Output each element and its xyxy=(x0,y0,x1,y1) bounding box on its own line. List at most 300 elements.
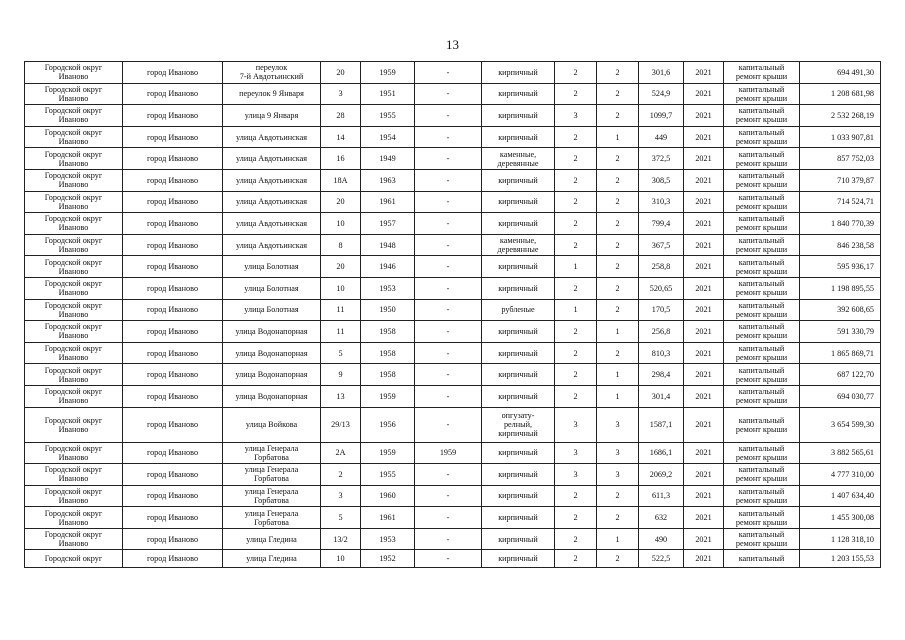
cell-year-reconstruction: - xyxy=(415,234,482,256)
cell-area: 256,8 xyxy=(639,321,684,343)
cell-repair-year: 2021 xyxy=(684,550,724,568)
cell-wall-material: каменные, деревянные xyxy=(482,148,555,170)
cell-house-number: 16 xyxy=(321,148,361,170)
cell-work-type: капитальный ремонт крыши xyxy=(724,464,800,486)
cell-entrances: 3 xyxy=(597,407,639,442)
cell-area: 298,4 xyxy=(639,364,684,386)
cell-year-reconstruction: - xyxy=(415,342,482,364)
cell-municipality: Городской округ Иваново xyxy=(25,191,123,213)
cell-year-built: 1953 xyxy=(361,277,415,299)
cell-street: улица Генерала Горбатова xyxy=(223,442,321,464)
table-row xyxy=(25,321,881,343)
table-row xyxy=(25,191,881,213)
cell-settlement: город Иваново xyxy=(123,213,223,235)
cell-house-number: 13/2 xyxy=(321,528,361,550)
cell-wall-material: каменные, деревянные xyxy=(482,234,555,256)
cell-entrances: 2 xyxy=(597,191,639,213)
cell-year-built: 1956 xyxy=(361,407,415,442)
cell-municipality: Городской округ Иваново xyxy=(25,126,123,148)
table-row xyxy=(25,169,881,191)
cell-settlement: город Иваново xyxy=(123,234,223,256)
cell-year-reconstruction: - xyxy=(415,62,482,84)
cell-year-reconstruction: - xyxy=(415,277,482,299)
cell-wall-material: кирпичный xyxy=(482,169,555,191)
cell-work-type: капитальный ремонт крыши xyxy=(724,126,800,148)
cell-settlement: город Иваново xyxy=(123,321,223,343)
cell-year-reconstruction: - xyxy=(415,385,482,407)
table-row xyxy=(25,407,881,442)
cell-repair-year: 2021 xyxy=(684,364,724,386)
cell-municipality: Городской округ Иваново xyxy=(25,148,123,170)
cell-municipality: Городской округ Иваново xyxy=(25,507,123,529)
cell-entrances: 1 xyxy=(597,528,639,550)
cell-year-reconstruction: - xyxy=(415,299,482,321)
cell-municipality: Городской округ Иваново xyxy=(25,485,123,507)
cell-year-built: 1954 xyxy=(361,126,415,148)
cell-street: улица Гледина xyxy=(223,550,321,568)
cell-wall-material: кирпичный xyxy=(482,442,555,464)
cell-settlement: город Иваново xyxy=(123,485,223,507)
cell-wall-material: кирпичный xyxy=(482,105,555,127)
cell-repair-year: 2021 xyxy=(684,442,724,464)
cell-entrances: 2 xyxy=(597,105,639,127)
cell-house-number: 20 xyxy=(321,62,361,84)
cell-year-built: 1960 xyxy=(361,485,415,507)
cell-cost: 595 936,17 xyxy=(800,256,881,278)
cell-street: улица Войкова xyxy=(223,407,321,442)
cell-cost: 1 198 895,55 xyxy=(800,277,881,299)
cell-repair-year: 2021 xyxy=(684,385,724,407)
cell-wall-material: опгузату- релный, кирпичный xyxy=(482,407,555,442)
cell-year-reconstruction: - xyxy=(415,507,482,529)
cell-cost: 710 379,87 xyxy=(800,169,881,191)
cell-street: улица Водонапорная xyxy=(223,342,321,364)
cell-year-reconstruction: - xyxy=(415,213,482,235)
cell-street: улица Авдотьинская xyxy=(223,234,321,256)
cell-floors: 1 xyxy=(555,299,597,321)
cell-settlement: город Иваново xyxy=(123,464,223,486)
cell-cost: 1 865 869,71 xyxy=(800,342,881,364)
cell-work-type: капитальный ремонт крыши xyxy=(724,528,800,550)
housing-repair-table xyxy=(24,61,881,568)
cell-repair-year: 2021 xyxy=(684,191,724,213)
cell-area: 367,5 xyxy=(639,234,684,256)
cell-year-built: 1958 xyxy=(361,321,415,343)
table-row xyxy=(25,342,881,364)
cell-cost: 3 882 565,61 xyxy=(800,442,881,464)
cell-year-reconstruction: - xyxy=(415,550,482,568)
cell-municipality: Городской округ Иваново xyxy=(25,83,123,105)
cell-repair-year: 2021 xyxy=(684,507,724,529)
cell-floors: 2 xyxy=(555,83,597,105)
cell-cost: 4 777 310,00 xyxy=(800,464,881,486)
cell-year-reconstruction: - xyxy=(415,364,482,386)
table-body xyxy=(25,62,881,568)
cell-municipality: Городской округ Иваново xyxy=(25,256,123,278)
cell-area: 301,6 xyxy=(639,62,684,84)
cell-street: улица Генерала Горбатова xyxy=(223,507,321,529)
cell-entrances: 3 xyxy=(597,464,639,486)
table-row xyxy=(25,385,881,407)
cell-floors: 2 xyxy=(555,550,597,568)
table-row xyxy=(25,442,881,464)
cell-year-reconstruction: - xyxy=(415,169,482,191)
cell-cost: 591 330,79 xyxy=(800,321,881,343)
table-row xyxy=(25,277,881,299)
cell-year-built: 1957 xyxy=(361,213,415,235)
cell-year-reconstruction: - xyxy=(415,148,482,170)
cell-area: 1099,7 xyxy=(639,105,684,127)
cell-year-built: 1948 xyxy=(361,234,415,256)
cell-house-number: 10 xyxy=(321,277,361,299)
cell-floors: 2 xyxy=(555,364,597,386)
cell-area: 170,5 xyxy=(639,299,684,321)
cell-settlement: город Иваново xyxy=(123,105,223,127)
cell-wall-material: кирпичный xyxy=(482,191,555,213)
cell-work-type: капитальный ремонт крыши xyxy=(724,191,800,213)
cell-work-type: капитальный ремонт крыши xyxy=(724,485,800,507)
cell-entrances: 3 xyxy=(597,442,639,464)
cell-year-reconstruction: - xyxy=(415,83,482,105)
table-row xyxy=(25,256,881,278)
cell-street: улица Болотная xyxy=(223,277,321,299)
cell-area: 372,5 xyxy=(639,148,684,170)
cell-cost: 1 455 300,08 xyxy=(800,507,881,529)
cell-repair-year: 2021 xyxy=(684,126,724,148)
cell-wall-material: кирпичный xyxy=(482,485,555,507)
cell-year-built: 1961 xyxy=(361,191,415,213)
cell-year-reconstruction: - xyxy=(415,528,482,550)
cell-work-type: капитальный ремонт крыши xyxy=(724,507,800,529)
cell-area: 520,65 xyxy=(639,277,684,299)
cell-work-type: капитальный ремонт крыши xyxy=(724,169,800,191)
cell-work-type: капитальный ремонт крыши xyxy=(724,234,800,256)
cell-year-built: 1959 xyxy=(361,385,415,407)
cell-house-number: 18А xyxy=(321,169,361,191)
cell-floors: 2 xyxy=(555,191,597,213)
cell-municipality: Городской округ Иваново xyxy=(25,169,123,191)
cell-settlement: город Иваново xyxy=(123,83,223,105)
cell-municipality: Городской округ Иваново xyxy=(25,528,123,550)
cell-house-number: 2 xyxy=(321,464,361,486)
cell-area: 524,9 xyxy=(639,83,684,105)
cell-year-built: 1961 xyxy=(361,507,415,529)
cell-year-reconstruction: - xyxy=(415,407,482,442)
cell-area: 1686,1 xyxy=(639,442,684,464)
cell-municipality: Городской округ Иваново xyxy=(25,62,123,84)
cell-year-reconstruction: 1959 xyxy=(415,442,482,464)
cell-floors: 2 xyxy=(555,321,597,343)
cell-house-number: 11 xyxy=(321,321,361,343)
cell-cost: 1 128 318,10 xyxy=(800,528,881,550)
cell-municipality: Городской округ Иваново xyxy=(25,234,123,256)
cell-floors: 2 xyxy=(555,485,597,507)
cell-year-reconstruction: - xyxy=(415,485,482,507)
cell-floors: 2 xyxy=(555,169,597,191)
table-row xyxy=(25,148,881,170)
cell-settlement: город Иваново xyxy=(123,407,223,442)
cell-work-type: капитальный ремонт крыши xyxy=(724,407,800,442)
cell-floors: 2 xyxy=(555,62,597,84)
cell-area: 301,4 xyxy=(639,385,684,407)
cell-wall-material: кирпичный xyxy=(482,342,555,364)
cell-repair-year: 2021 xyxy=(684,485,724,507)
cell-wall-material: кирпичный xyxy=(482,126,555,148)
cell-settlement: город Иваново xyxy=(123,364,223,386)
cell-house-number: 14 xyxy=(321,126,361,148)
cell-year-reconstruction: - xyxy=(415,256,482,278)
cell-wall-material: кирпичный xyxy=(482,256,555,278)
cell-cost: 694 491,30 xyxy=(800,62,881,84)
cell-municipality: Городской округ Иваново xyxy=(25,342,123,364)
cell-wall-material: рубленые xyxy=(482,299,555,321)
cell-area: 632 xyxy=(639,507,684,529)
cell-municipality: Городской округ Иваново xyxy=(25,364,123,386)
cell-repair-year: 2021 xyxy=(684,464,724,486)
cell-entrances: 2 xyxy=(597,277,639,299)
cell-wall-material: кирпичный xyxy=(482,550,555,568)
cell-house-number: 2А xyxy=(321,442,361,464)
cell-area: 799,4 xyxy=(639,213,684,235)
cell-area: 490 xyxy=(639,528,684,550)
cell-municipality: Городской округ Иваново xyxy=(25,321,123,343)
cell-year-reconstruction: - xyxy=(415,321,482,343)
cell-municipality: Городской округ Иваново xyxy=(25,385,123,407)
cell-wall-material: кирпичный xyxy=(482,277,555,299)
cell-entrances: 2 xyxy=(597,169,639,191)
cell-house-number: 8 xyxy=(321,234,361,256)
cell-house-number: 28 xyxy=(321,105,361,127)
cell-floors: 3 xyxy=(555,442,597,464)
cell-settlement: город Иваново xyxy=(123,442,223,464)
cell-cost: 857 752,03 xyxy=(800,148,881,170)
cell-cost: 1 840 770,39 xyxy=(800,213,881,235)
cell-repair-year: 2021 xyxy=(684,277,724,299)
cell-work-type: капитальный ремонт крыши xyxy=(724,213,800,235)
cell-area: 810,3 xyxy=(639,342,684,364)
cell-municipality: Городской округ Иваново xyxy=(25,442,123,464)
cell-house-number: 3 xyxy=(321,83,361,105)
cell-municipality: Городской округ Иваново xyxy=(25,277,123,299)
table-row xyxy=(25,485,881,507)
cell-floors: 2 xyxy=(555,277,597,299)
cell-year-built: 1963 xyxy=(361,169,415,191)
cell-settlement: город Иваново xyxy=(123,507,223,529)
cell-work-type: капитальный ремонт крыши xyxy=(724,321,800,343)
cell-street: улица Генерала Горбатова xyxy=(223,464,321,486)
cell-repair-year: 2021 xyxy=(684,342,724,364)
cell-settlement: город Иваново xyxy=(123,256,223,278)
cell-municipality: Городской округ Иваново xyxy=(25,464,123,486)
cell-repair-year: 2021 xyxy=(684,528,724,550)
table-row xyxy=(25,105,881,127)
cell-settlement: город Иваново xyxy=(123,277,223,299)
table-row xyxy=(25,528,881,550)
cell-floors: 3 xyxy=(555,407,597,442)
cell-entrances: 2 xyxy=(597,507,639,529)
cell-house-number: 20 xyxy=(321,191,361,213)
cell-repair-year: 2021 xyxy=(684,256,724,278)
table-row xyxy=(25,299,881,321)
cell-street: улица Водонапорная xyxy=(223,364,321,386)
cell-year-built: 1946 xyxy=(361,256,415,278)
cell-area: 1587,1 xyxy=(639,407,684,442)
cell-house-number: 5 xyxy=(321,507,361,529)
cell-settlement: город Иваново xyxy=(123,169,223,191)
cell-house-number: 13 xyxy=(321,385,361,407)
cell-entrances: 2 xyxy=(597,485,639,507)
cell-wall-material: кирпичный xyxy=(482,507,555,529)
cell-floors: 2 xyxy=(555,148,597,170)
cell-area: 611,3 xyxy=(639,485,684,507)
cell-cost: 1 033 907,81 xyxy=(800,126,881,148)
cell-cost: 1 203 155,53 xyxy=(800,550,881,568)
cell-floors: 2 xyxy=(555,385,597,407)
cell-repair-year: 2021 xyxy=(684,148,724,170)
table-row xyxy=(25,550,881,568)
cell-work-type: капитальный ремонт крыши xyxy=(724,256,800,278)
cell-wall-material: кирпичный xyxy=(482,528,555,550)
cell-street: улица Болотная xyxy=(223,256,321,278)
cell-street: улица Водонапорная xyxy=(223,321,321,343)
cell-wall-material: кирпичный xyxy=(482,364,555,386)
cell-work-type: капитальный xyxy=(724,550,800,568)
cell-municipality: Городской округ Иваново xyxy=(25,105,123,127)
cell-repair-year: 2021 xyxy=(684,213,724,235)
cell-cost: 392 608,65 xyxy=(800,299,881,321)
cell-year-built: 1951 xyxy=(361,83,415,105)
cell-settlement: город Иваново xyxy=(123,62,223,84)
cell-entrances: 2 xyxy=(597,342,639,364)
cell-entrances: 1 xyxy=(597,126,639,148)
cell-cost: 846 238,58 xyxy=(800,234,881,256)
cell-street: улица Авдотьинская xyxy=(223,191,321,213)
cell-year-built: 1949 xyxy=(361,148,415,170)
cell-wall-material: кирпичный xyxy=(482,213,555,235)
cell-house-number: 11 xyxy=(321,299,361,321)
cell-floors: 2 xyxy=(555,126,597,148)
table-row xyxy=(25,464,881,486)
cell-settlement: город Иваново xyxy=(123,299,223,321)
cell-floors: 3 xyxy=(555,105,597,127)
cell-area: 310,3 xyxy=(639,191,684,213)
cell-entrances: 1 xyxy=(597,321,639,343)
table-row xyxy=(25,364,881,386)
cell-settlement: город Иваново xyxy=(123,550,223,568)
cell-year-built: 1955 xyxy=(361,105,415,127)
cell-municipality: Городской округ Иваново xyxy=(25,299,123,321)
cell-entrances: 2 xyxy=(597,148,639,170)
cell-repair-year: 2021 xyxy=(684,169,724,191)
cell-work-type: капитальный ремонт крыши xyxy=(724,277,800,299)
cell-floors: 2 xyxy=(555,507,597,529)
cell-cost: 3 654 599,30 xyxy=(800,407,881,442)
cell-year-reconstruction: - xyxy=(415,105,482,127)
cell-street: улица Гледина xyxy=(223,528,321,550)
cell-year-built: 1958 xyxy=(361,364,415,386)
cell-area: 308,5 xyxy=(639,169,684,191)
cell-municipality: Городской округ xyxy=(25,550,123,568)
cell-repair-year: 2021 xyxy=(684,299,724,321)
cell-entrances: 2 xyxy=(597,62,639,84)
cell-settlement: город Иваново xyxy=(123,342,223,364)
cell-settlement: город Иваново xyxy=(123,385,223,407)
cell-wall-material: кирпичный xyxy=(482,83,555,105)
cell-work-type: капитальный ремонт крыши xyxy=(724,83,800,105)
cell-area: 522,5 xyxy=(639,550,684,568)
cell-house-number: 3 xyxy=(321,485,361,507)
cell-floors: 2 xyxy=(555,342,597,364)
cell-repair-year: 2021 xyxy=(684,105,724,127)
cell-cost: 1 208 681,98 xyxy=(800,83,881,105)
cell-entrances: 1 xyxy=(597,385,639,407)
cell-street: переулок 7-й Авдотьинский xyxy=(223,62,321,84)
cell-area: 2069,2 xyxy=(639,464,684,486)
cell-street: улица Авдотьинская xyxy=(223,126,321,148)
cell-work-type: капитальный ремонт крыши xyxy=(724,385,800,407)
cell-repair-year: 2021 xyxy=(684,407,724,442)
cell-repair-year: 2021 xyxy=(684,62,724,84)
cell-entrances: 1 xyxy=(597,364,639,386)
cell-year-built: 1959 xyxy=(361,62,415,84)
cell-year-reconstruction: - xyxy=(415,464,482,486)
cell-entrances: 2 xyxy=(597,213,639,235)
cell-floors: 1 xyxy=(555,256,597,278)
cell-street: улица Авдотьинская xyxy=(223,213,321,235)
cell-house-number: 9 xyxy=(321,364,361,386)
cell-work-type: капитальный ремонт крыши xyxy=(724,342,800,364)
cell-cost: 694 030,77 xyxy=(800,385,881,407)
cell-floors: 2 xyxy=(555,213,597,235)
cell-year-built: 1950 xyxy=(361,299,415,321)
table-row xyxy=(25,62,881,84)
cell-year-reconstruction: - xyxy=(415,126,482,148)
table-row xyxy=(25,213,881,235)
cell-floors: 2 xyxy=(555,528,597,550)
cell-year-built: 1955 xyxy=(361,464,415,486)
cell-year-reconstruction: - xyxy=(415,191,482,213)
cell-work-type: капитальный ремонт крыши xyxy=(724,299,800,321)
table-row xyxy=(25,234,881,256)
cell-work-type: капитальный ремонт крыши xyxy=(724,148,800,170)
cell-settlement: город Иваново xyxy=(123,148,223,170)
cell-wall-material: кирпичный xyxy=(482,62,555,84)
cell-entrances: 2 xyxy=(597,299,639,321)
cell-entrances: 2 xyxy=(597,234,639,256)
cell-entrances: 2 xyxy=(597,256,639,278)
cell-year-built: 1959 xyxy=(361,442,415,464)
cell-year-built: 1958 xyxy=(361,342,415,364)
cell-repair-year: 2021 xyxy=(684,321,724,343)
table-row xyxy=(25,507,881,529)
cell-repair-year: 2021 xyxy=(684,83,724,105)
cell-entrances: 2 xyxy=(597,83,639,105)
cell-street: улица Водонапорная xyxy=(223,385,321,407)
cell-area: 449 xyxy=(639,126,684,148)
cell-entrances: 2 xyxy=(597,550,639,568)
cell-wall-material: кирпичный xyxy=(482,321,555,343)
cell-municipality: Городской округ Иваново xyxy=(25,213,123,235)
table-row xyxy=(25,83,881,105)
cell-settlement: город Иваново xyxy=(123,191,223,213)
cell-work-type: капитальный ремонт крыши xyxy=(724,442,800,464)
cell-house-number: 5 xyxy=(321,342,361,364)
cell-house-number: 20 xyxy=(321,256,361,278)
cell-street: улица Авдотьинская xyxy=(223,169,321,191)
cell-year-built: 1953 xyxy=(361,528,415,550)
cell-street: улица 9 Января xyxy=(223,105,321,127)
cell-settlement: город Иваново xyxy=(123,126,223,148)
